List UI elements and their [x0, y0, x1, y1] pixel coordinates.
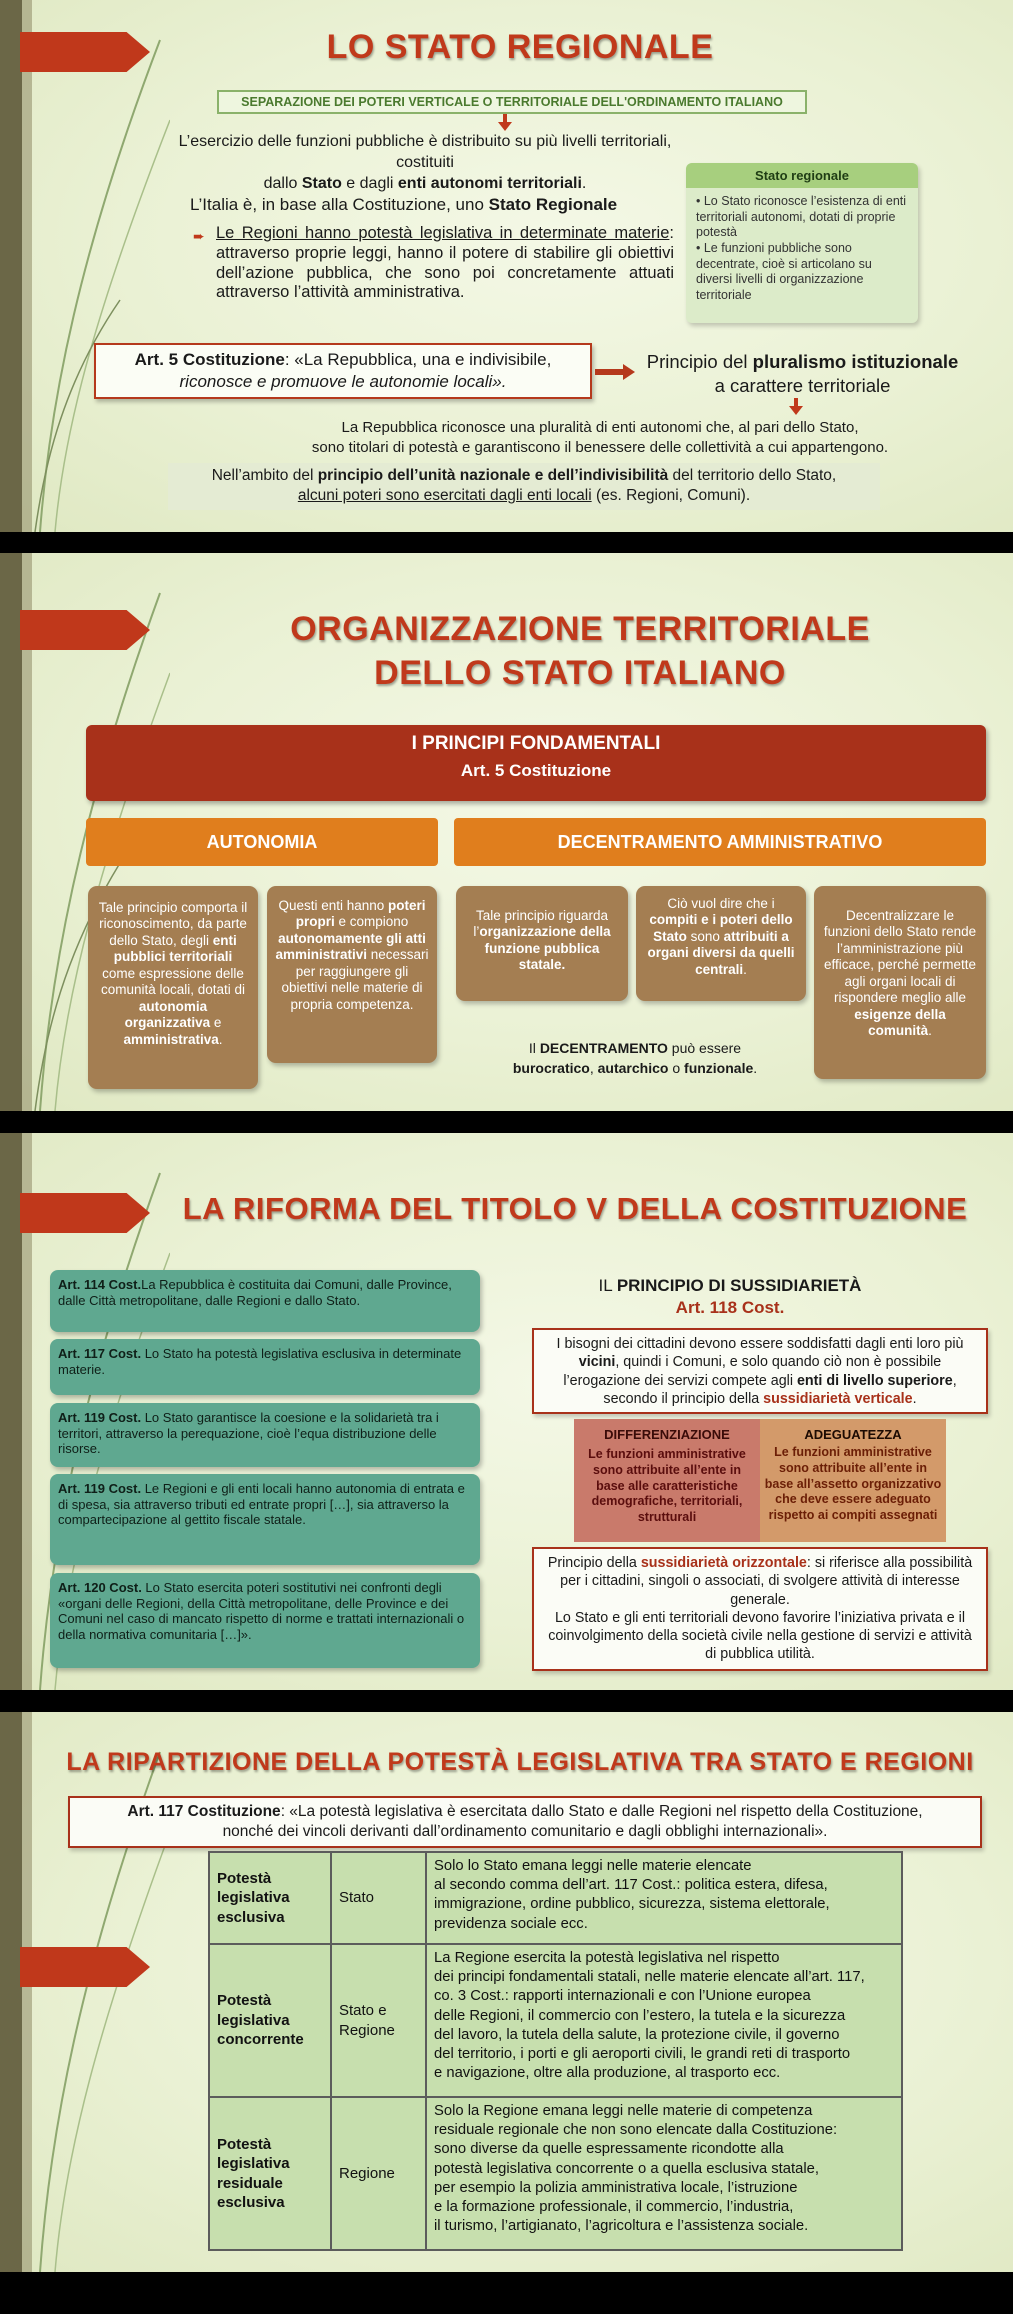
- art5-quote: [94, 343, 592, 399]
- note-bold: funzionale: [684, 1060, 754, 1077]
- box-bold: organizzazione della funzione pubblica statale.: [479, 924, 611, 973]
- decentramento-note: [470, 1038, 800, 1079]
- note-bold: autarchico: [597, 1060, 669, 1077]
- slide-riforma-titolo-v: [0, 1133, 1013, 1690]
- power-type-cell: Potestà legislativa esclusiva: [209, 1852, 331, 1944]
- card-item-text: Lo Stato riconosce l’esistenza di enti territoriali autonomi, dotati di proprie potestà: [696, 194, 907, 240]
- vertical-bold: enti di livello superiore: [796, 1372, 953, 1389]
- box-text: necessari per raggiungere gli obiettivi nelle materie di propria competenza.: [281, 947, 429, 1012]
- description-line: Solo lo Stato emana leggi nelle materie elencate: [434, 1858, 752, 1874]
- subsidiarity-header: [540, 1275, 920, 1319]
- intro-part: dallo: [263, 174, 302, 192]
- box-text: Tale principio riguarda l’: [473, 908, 609, 940]
- description-line: potestà legislativa concorrente o a quella esclusiva statale,: [434, 2160, 819, 2177]
- card-item: • Lo Stato riconosce l’esistenza di enti territoriali autonomi, dotati di proprie potestà: [696, 194, 907, 240]
- note-part: Il: [528, 1040, 540, 1056]
- box-text: come espressione delle comunità locali, dotati di: [100, 965, 246, 998]
- arrow-down-icon: [498, 122, 512, 131]
- table-row: [209, 1944, 902, 2097]
- stato-regionale-card: [686, 163, 918, 323]
- box-bold: esigenze della comunità: [854, 1006, 946, 1039]
- decentramento-box-3: [814, 886, 986, 1079]
- arrow-down-icon: [789, 406, 803, 415]
- article-text: Le Regioni e gli enti locali hanno autonomia di entrata e di spesa, sia attraverso tributi ed entrate propri […], sia attraverso la compartecipazione al gettito fiscale statale.: [58, 1481, 465, 1528]
- article-text: Lo Stato esercita poteri sostitutivi nei confronti degli «organi delle Regioni, della Città metropolitane, delle Province e dei Comuni nel caso di mancato rispetto di norme e trattati internazionali o della normativa comunitaria […]».: [58, 1580, 465, 1642]
- adeg-text: Le funzioni amministrative sono attribuite all’ente in base all’assetto organizzativo che deve essere adeguato rispetto ai compiti assegnati: [764, 1445, 942, 1522]
- vertical-text: , secondo il principio della: [603, 1372, 957, 1407]
- unity-part: del territorio dello Stato,: [668, 467, 837, 484]
- power-holder-cell: Stato e Regione: [331, 1944, 426, 2097]
- title-line: DELLO STATO ITALIANO: [374, 653, 786, 692]
- art117-quote: [68, 1796, 982, 1848]
- autonomia-box-2: [267, 886, 437, 1063]
- intro-line-a: L’esercizio delle funzioni pubbliche è distribuito su più livelli territoriali, costituiti: [178, 133, 672, 171]
- description-line: La Regione esercita la potestà legislativa nel rispetto: [434, 1950, 780, 1966]
- pluralism-part: a carattere territoriale: [714, 375, 891, 397]
- vertical-text: , quindi i Comuni, e solo quando ciò non è possibile l’erogazione dei servizi compete agli: [563, 1354, 942, 1389]
- unity-part: (es. Regioni, Comuni).: [591, 487, 751, 505]
- bullet-arrow-icon: ➨: [193, 228, 205, 244]
- intro-text: [160, 132, 690, 194]
- box-text: .: [743, 961, 747, 977]
- arrow-right-icon: [595, 364, 635, 380]
- article-card: [50, 1474, 480, 1565]
- title-flag: [20, 32, 150, 72]
- card-item-text: Le funzioni pubbliche sono decentrate, cioè si articolano su diversi livelli di organizzazione territoriale: [696, 240, 872, 302]
- box-bold: compiti e i poteri dello Stato: [649, 912, 793, 944]
- principles-header: [86, 725, 986, 801]
- subsidiarity-article: Art. 118 Cost.: [675, 1298, 785, 1318]
- subsidiarity-bold: PRINCIPIO DI SUSSIDIARIETÀ: [616, 1276, 862, 1295]
- note-part: può essere: [667, 1040, 742, 1056]
- horizontal-text: Principio della: [547, 1555, 641, 1571]
- art5-text: : «La Repubblica, una e indivisibile,: [284, 350, 552, 369]
- page-title: LA RIPARTIZIONE DELLA POTESTÀ LEGISLATIVA TRA STATO E REGIONI: [66, 1748, 974, 1776]
- table-row: [209, 2097, 902, 2250]
- art5-ref: Art. 5 Costituzione: [134, 350, 285, 369]
- side-flag: [20, 1947, 150, 1987]
- article-card: [50, 1339, 480, 1395]
- page-title: LO STATO REGIONALE: [326, 28, 714, 66]
- box-text: Ciò vuol dire che i: [667, 896, 775, 911]
- note-bold: burocratico: [512, 1060, 590, 1077]
- pluralism-part: Principio del: [646, 351, 753, 372]
- intro-part: .: [581, 174, 587, 192]
- box-bold: autonomamente gli atti amministrativi: [275, 930, 426, 963]
- regioni-text: [216, 224, 674, 303]
- power-description-cell: [426, 1852, 902, 1944]
- description-line: co. 3 Cost.: rapporti internazionali e con l’Unione europea: [434, 1988, 811, 2005]
- note-part: o: [668, 1060, 685, 1077]
- art117-text: nonché dei vincoli derivanti dall’ordinamento comunitario e dagli obblighi internazionali».: [222, 1823, 828, 1841]
- description-line: immigrazione, ordine pubblico, sicurezza, sistema elettorale,: [434, 1896, 830, 1913]
- title-line: ORGANIZZAZIONE TERRITORIALE: [290, 610, 870, 648]
- vertical-text: .: [912, 1390, 917, 1407]
- subsidiarity-horizontal-box: [532, 1547, 988, 1671]
- horizontal-text: : si riferisce alla possibilità per i cittadini, singoli o associati, di svolgere attività di interesse generale.: [560, 1555, 973, 1608]
- article-text: Lo Stato garantisce la coesione e la solidarietà tra i territori, attraverso la perequazione, cioè l’equa distribuzione delle risorse.: [58, 1410, 439, 1457]
- power-holder-cell: Stato: [331, 1852, 426, 1944]
- card-item: • Le funzioni pubbliche sono decentrate, cioè si articolano su diversi livelli di organizzazione territoriale: [696, 240, 872, 302]
- table-row: [209, 1852, 902, 1944]
- italia-bold: Stato Regionale: [488, 195, 618, 214]
- art5-text-italic: riconosce e promuove le autonomie locali».: [179, 372, 507, 392]
- italia-text: [190, 195, 617, 215]
- principles-title: I PRINCIPI FONDAMENTALI: [411, 733, 661, 754]
- adeguatezza-box: [760, 1419, 946, 1542]
- slide-ripartizione-potesta: [0, 1712, 1013, 2272]
- horizontal-text: Lo Stato e gli enti territoriali devono favorire l’iniziativa privata e il coinvolgimento della società civile nella gestione di servizi e attività di pubblica utilità.: [548, 1609, 972, 1663]
- description-line: del territorio, i porti e gli aeroporti civili, le grandi reti di trasporto: [434, 2046, 851, 2063]
- article-ref: Art. 120 Cost.: [58, 1580, 142, 1595]
- title-flag: [20, 1193, 150, 1233]
- slide-stato-regionale: [0, 0, 1013, 532]
- article-text: La Repubblica è costituita dai Comuni, dalle Province, dalle Città metropolitane, dalle Regioni e dallo Stato.: [58, 1277, 452, 1308]
- article-ref: Art. 117 Cost.: [58, 1346, 142, 1361]
- pluralism-bold: pluralismo istituzionale: [752, 351, 959, 372]
- unity-underlined: alcuni poteri sono esercitati dagli enti locali: [297, 487, 592, 505]
- description-line: dei principi fondamentali statali, nelle materie elencate all’art. 117,: [434, 1969, 865, 1986]
- article-card: [50, 1403, 480, 1467]
- horizontal-highlight: sussidiarietà orizzontale: [640, 1555, 807, 1571]
- box-text: .: [218, 1031, 223, 1047]
- power-type-cell: Potestà legislativa concorrente: [209, 1944, 331, 2097]
- note-part: .: [753, 1060, 758, 1077]
- page-title: [220, 608, 940, 695]
- description-line: del lavoro, la tutela della salute, la protezione civile, il governo: [434, 2026, 840, 2043]
- legislative-power-table: [208, 1851, 903, 2251]
- autonomia-header: AUTONOMIA: [86, 818, 438, 866]
- diff-text: Le funzioni amministrative sono attribuite all’ente in base alle caratteristiche demografiche, territoriali, strutturali: [588, 1447, 746, 1524]
- box-bold: enti pubblici territoriali: [113, 932, 237, 965]
- recognition-line: La Repubblica riconosce una pluralità di enti autonomi che, al pari dello Stato,: [341, 419, 859, 436]
- box-text: Decentralizzare le funzioni dello Stato rende l’amministrazione più efficace, perché permette agli organi locali di rispondere meglio alle: [823, 908, 977, 1006]
- unity-bold: principio dell’unità nazionale e dell’indivisibilità: [317, 467, 669, 484]
- regioni-rest: : attraverso proprie leggi, hanno il potere di stabilire gli obiettivi dell’azione pubblica, che sono poi concretamente attuati attraverso l’attività amministrativa.: [216, 224, 674, 302]
- subsidiarity-vertical-box: [532, 1328, 988, 1414]
- box-text: Tale principio comporta il riconoscimento, da parte dello Stato, degli: [98, 900, 248, 948]
- adeg-title: ADEGUATEZZA: [804, 1427, 902, 1442]
- power-description-cell: [426, 1944, 902, 2097]
- description-line: il turismo, l’artigianato, l’agricoltura e l’assistenza sociale.: [434, 2218, 809, 2235]
- intro-bold: enti autonomi territoriali: [397, 174, 582, 192]
- description-line: sono diverse da quelle espressamente ricondotte alla: [434, 2141, 784, 2158]
- description-line: delle Regioni, il commercio con l’estero, la tutela e la sicurezza: [434, 2007, 846, 2024]
- unity-principle: [168, 463, 880, 510]
- principles-subtitle: Art. 5 Costituzione: [460, 761, 612, 780]
- title-flag: [20, 610, 150, 650]
- subsidiarity-part: IL: [598, 1276, 617, 1295]
- box-bold: attribuiti a organi diversi da quelli centrali: [647, 928, 795, 977]
- description-line: Solo la Regione emana leggi nelle materie di competenza: [434, 2103, 813, 2119]
- decentramento-box-1: [456, 886, 628, 1001]
- intro-bold: Stato: [301, 174, 342, 192]
- box-text: Questi enti hanno: [278, 898, 389, 913]
- box-bold: poteri propri: [295, 898, 426, 930]
- box-text: .: [928, 1023, 932, 1039]
- card-title: Stato regionale: [686, 163, 918, 188]
- box-text: e: [210, 1015, 222, 1031]
- decentramento-box-2: [636, 886, 806, 1001]
- separation-banner: SEPARAZIONE DEI POTERI VERTICALE O TERRITORIALE DELL'ORDINAMENTO ITALIANO: [217, 90, 807, 114]
- art117-text: : «La potestà legislativa è esercitata dallo Stato e dalle Regioni nel rispetto della Costituzione,: [280, 1803, 923, 1820]
- power-holder-cell: Regione: [331, 2097, 426, 2250]
- slide-organizzazione-territoriale: [0, 553, 1013, 1111]
- article-ref: Art. 119 Cost.: [58, 1481, 142, 1496]
- power-description-cell: [426, 2097, 902, 2250]
- recognition-line: sono titolari di potestà e garantiscono il benessere delle collettività a cui appartengono.: [311, 438, 889, 456]
- article-text: Lo Stato ha potestà legislativa esclusiva in determinate materie.: [58, 1346, 462, 1377]
- description-line: e navigazione, oltre alla produzione, al trasporto ecc.: [434, 2065, 781, 2082]
- power-type-cell: Potestà legislativa residuale esclusiva: [209, 2097, 331, 2250]
- diff-title: DIFFERENZIAZIONE: [604, 1427, 730, 1442]
- box-text: sono: [686, 928, 724, 944]
- box-bold: autonomia organizzativa: [124, 998, 211, 1031]
- decorative-swirl: [10, 0, 170, 532]
- recognition-text: [230, 418, 970, 457]
- note-bold: DECENTRAMENTO: [539, 1040, 668, 1056]
- article-ref: Art. 114 Cost.: [58, 1277, 142, 1292]
- autonomia-box-1: [88, 886, 258, 1089]
- description-line: per esempio la polizia amministrativa locale, l’istruzione: [434, 2179, 798, 2196]
- vertical-text: I bisogni dei cittadini devono essere soddisfatti dagli enti loro più: [556, 1336, 964, 1352]
- vertical-bold: vicini: [578, 1354, 616, 1371]
- description-line: residuale regionale che non sono elencate dalla Costituzione:: [434, 2122, 838, 2139]
- regioni-underlined: Le Regioni hanno potestà legislativa in determinate materie: [216, 224, 670, 242]
- intro-part: e dagli: [341, 174, 398, 192]
- description-line: al secondo comma dell’art. 117 Cost.: politica estera, difesa,: [434, 1877, 828, 1894]
- description-line: e la formazione professionale, il commercio, l’industria,: [434, 2199, 794, 2216]
- pluralism-text: [640, 350, 965, 398]
- decentramento-header: DECENTRAMENTO AMMINISTRATIVO: [454, 818, 986, 866]
- unity-part: Nell’ambito del: [211, 467, 318, 484]
- description-line: previdenza sociale ecc.: [434, 1915, 588, 1932]
- article-ref: Art. 119 Cost.: [58, 1410, 142, 1425]
- art117-ref: Art. 117 Costituzione: [127, 1803, 281, 1820]
- article-card: [50, 1573, 480, 1668]
- vertical-highlight: sussidiarietà verticale: [763, 1390, 913, 1407]
- article-card: [50, 1270, 480, 1332]
- box-text: e compiono: [334, 914, 409, 930]
- italia-part: L’Italia è, in base alla Costituzione, uno: [190, 195, 489, 214]
- differenziazione-box: [574, 1419, 760, 1542]
- box-bold: amministrativa: [123, 1031, 219, 1047]
- page-title: LA RIFORMA DEL TITOLO V DELLA COSTITUZIONE: [182, 1191, 968, 1226]
- note-part: ,: [589, 1060, 598, 1077]
